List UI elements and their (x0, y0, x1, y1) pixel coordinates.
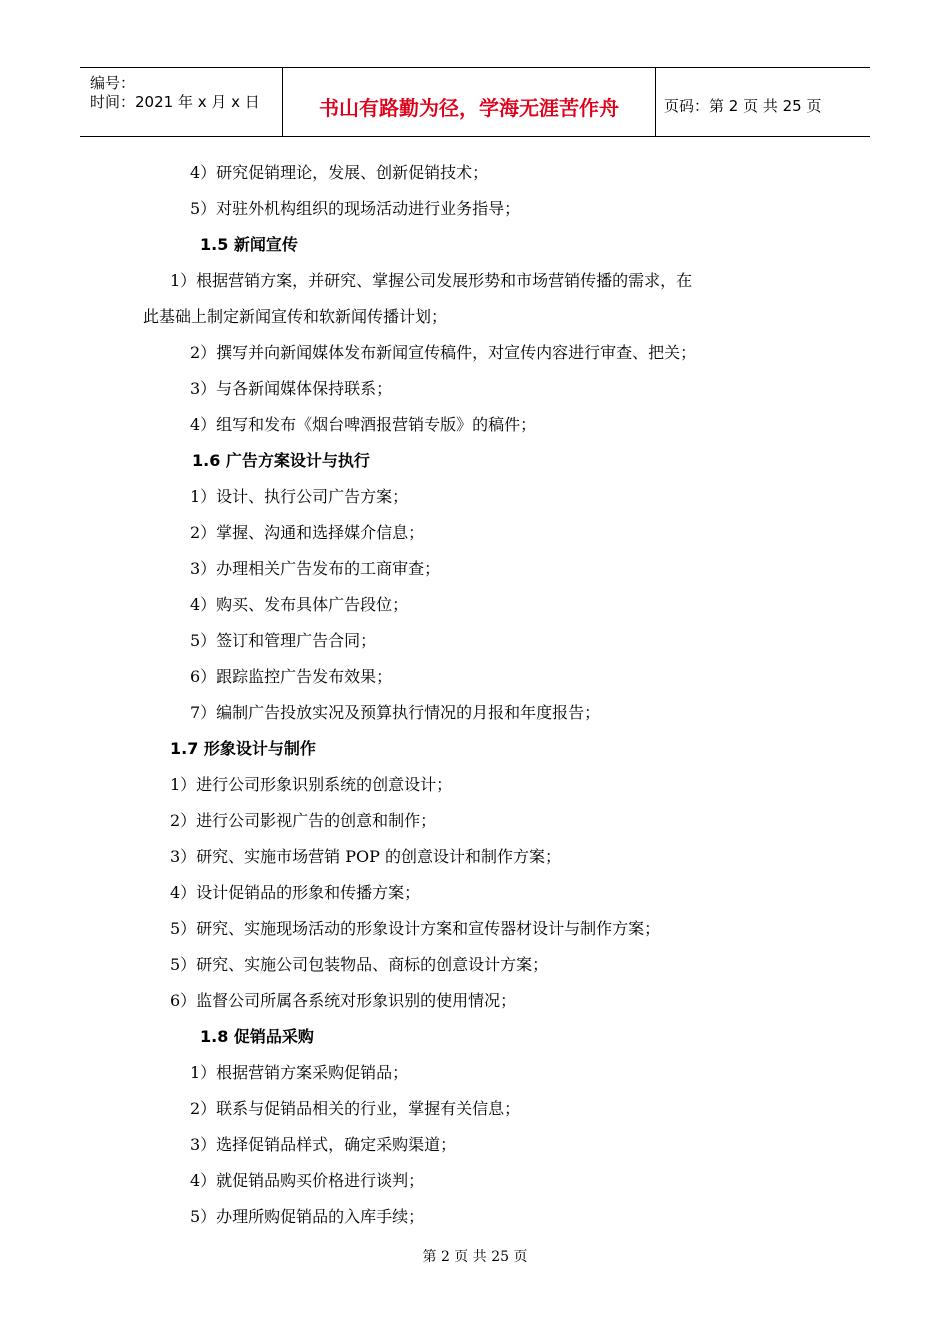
header-middle-cell (282, 68, 656, 136)
section-heading-1-7: 1.7 形象设计与制作 (170, 739, 316, 758)
page-footer: 第 2 页 共 25 页 (422, 1249, 528, 1265)
body-line: 3）研究、实施市场营销 POP 的创意设计和制作方案； (170, 847, 562, 866)
body-line: 1）根据营销方案，并研究、掌握公司发展形势和市场营销传播的需求，在 (170, 271, 693, 290)
body-line: 7）编制广告投放实况及预算执行情况的月报和年度报告； (190, 703, 601, 722)
body-line: 5）签订和管理广告合同； (190, 631, 377, 650)
body-line: 4）研究促销理论，发展、创新促销技术； (190, 163, 489, 182)
body-line: 3）选择促销品样式，确定采购渠道； (190, 1135, 457, 1154)
body-line: 5）研究、实施现场活动的形象设计方案和宣传器材设计与制作方案； (170, 919, 661, 938)
header-right-cell (654, 68, 870, 136)
page-header (80, 67, 870, 137)
body-line: 1）根据营销方案采购促销品； (190, 1063, 409, 1082)
body-line: 2）联系与促销品相关的行业，掌握有关信息； (190, 1099, 521, 1118)
header-left-cell (80, 68, 282, 136)
document-date-label: 时间：2021 年 x 月 x 日 (90, 93, 260, 111)
body-line: 1）进行公司形象识别系统的创意设计； (170, 775, 453, 794)
section-heading-1-6: 1.6 广告方案设计与执行 (192, 451, 370, 470)
header-motto: 书山有路勤为径，学海无涯苦作舟 (319, 96, 619, 120)
body-line: 6）跟踪监控广告发布效果； (190, 667, 393, 686)
body-line: 6）监督公司所属各系统对形象识别的使用情况； (170, 991, 517, 1010)
body-line: 4）就促销品购买价格进行谈判； (190, 1171, 425, 1190)
section-heading-1-8: 1.8 促销品采购 (200, 1027, 314, 1046)
body-line: 2）进行公司影视广告的创意和制作； (170, 811, 437, 830)
body-line: 4）设计促销品的形象和传播方案； (170, 883, 421, 902)
document-number-label: 编号： (90, 74, 136, 92)
body-line: 3）与各新闻媒体保持联系； (190, 379, 393, 398)
body-line: 3）办理相关广告发布的工商审查； (190, 559, 441, 578)
header-page-info: 页码：第 2 页 共 25 页 (664, 97, 822, 115)
body-line: 2）掌握、沟通和选择媒介信息； (190, 523, 425, 542)
body-line: 1）设计、执行公司广告方案； (190, 487, 409, 506)
body-line: 4）组写和发布《烟台啤酒报营销专版》的稿件； (190, 415, 537, 434)
body-line: 4）购买、发布具体广告段位； (190, 595, 409, 614)
body-line: 5）研究、实施公司包装物品、商标的创意设计方案； (170, 955, 549, 974)
body-line-continuation: 此基础上制定新闻宣传和软新闻传播计划； (143, 307, 448, 326)
section-heading-1-5: 1.5 新闻宣传 (200, 235, 298, 254)
body-line: 5）对驻外机构组织的现场活动进行业务指导； (190, 199, 521, 218)
body-line: 5）办理所购促销品的入库手续； (190, 1207, 425, 1226)
body-line: 2）撰写并向新闻媒体发布新闻宣传稿件，对宣传内容进行审查、把关； (190, 343, 697, 362)
